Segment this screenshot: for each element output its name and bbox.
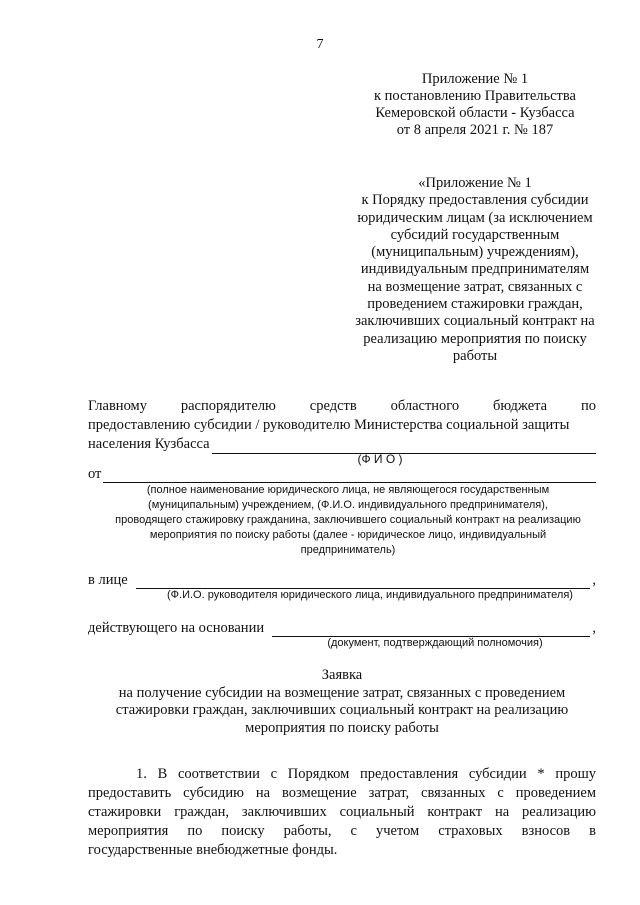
- represented-by-note: (Ф.И.О. руководителя юридического лица, индивидуального предпринимателя): [167, 589, 573, 601]
- paragraph-line: государственные внебюджетные фонды.: [88, 842, 338, 858]
- acting-basis-row: [88, 620, 596, 637]
- paragraph-line: предоставить субсидию на возмещение затрат, связанных с проведением: [88, 785, 596, 801]
- appendix-line: реализацию мероприятия по поиску: [363, 330, 587, 347]
- appendix-line: (муниципальным) учреждениям),: [371, 244, 579, 261]
- title-line: мероприятия по поиску работы: [245, 719, 439, 736]
- appendix-line: юридическим лицам (за исключением: [357, 209, 593, 226]
- addressee-word: бюджета: [493, 398, 548, 414]
- appendix-line: проведением стажировки граждан,: [367, 296, 583, 313]
- represented-by-comma: ,: [592, 572, 596, 588]
- from-blank-line[interactable]: [103, 468, 596, 483]
- note-line: (муниципальным) учреждением, (Ф.И.О. индивидуального предпринимателя),: [148, 499, 548, 511]
- note-line: мероприятия по поиску работы (далее - юридическое лицо, индивидуальный: [149, 529, 547, 541]
- title-line: Заявка: [321, 667, 363, 683]
- from-row: [88, 466, 596, 483]
- note-line: предприниматель): [300, 544, 396, 556]
- represented-by-label: в лице: [88, 572, 128, 588]
- paragraph-line: стажировки граждан, заключивших социальный контракт на реализацию: [88, 804, 596, 820]
- addressee-region: населения Кузбасса: [88, 436, 210, 452]
- appendix-line: индивидуальным предпринимателям: [360, 261, 590, 278]
- paragraph-1: [88, 765, 596, 860]
- addressee-word: по: [580, 398, 596, 414]
- paragraph-line: 1. В соответствии с Порядком предоставления субсидии * прошу: [136, 766, 596, 782]
- note-line: проводящего стажировку гражданина, заключившего социальный контракт на реализацию: [115, 514, 581, 526]
- addressee-word: распорядителю: [180, 398, 276, 414]
- acting-basis-comma: ,: [592, 620, 596, 636]
- appendix-line: работы: [452, 347, 498, 364]
- addressee-line-1: [88, 397, 596, 416]
- appendix-line: Кемеровской области - Кузбасса: [375, 105, 575, 121]
- represented-by-row: [88, 572, 596, 589]
- acting-basis-label: действующего на основании: [88, 620, 265, 636]
- appendix-line: «Приложение № 1: [418, 175, 532, 191]
- appendix-line: на возмещение затрат, связанных с: [367, 278, 583, 295]
- appendix-line: от 8 апреля 2021 г. № 187: [396, 122, 554, 138]
- title-line: на получение субсидии на возмещение затрат, связанных с проведением: [118, 684, 566, 701]
- appendix-line: Приложение № 1: [421, 71, 529, 87]
- addressee-word: областного: [390, 398, 460, 414]
- addressee-word: Главному: [88, 398, 147, 414]
- appendix-line: заключивших социальный контракт на: [355, 313, 595, 330]
- page-number: 7: [316, 37, 324, 52]
- title-line: стажировки граждан, заключивших социальный контракт на реализацию: [115, 702, 569, 718]
- appendix-line: субсидий государственным: [390, 226, 560, 243]
- appendix-order-header: [330, 175, 620, 365]
- from-label: от: [88, 466, 102, 482]
- from-note: [88, 483, 608, 558]
- represented-by-blank-line[interactable]: [136, 574, 591, 589]
- appendix-line: к постановлению Правительства: [374, 88, 576, 104]
- appendix-line: к Порядку предоставления субсидии: [361, 192, 589, 209]
- paragraph-line: мероприятия по поиску работы, с учетом страховых взносов в: [88, 823, 596, 839]
- fio-caption: (Ф И О ): [357, 452, 403, 466]
- acting-basis-note: (документ, подтверждающий полномочия): [327, 637, 543, 649]
- note-line: (полное наименование юридического лица, не являющегося государственным: [146, 484, 550, 496]
- addressee-line-2: предоставлению субсидии / руководителю Министерства социальной защиты: [88, 417, 570, 433]
- acting-basis-blank-line[interactable]: [272, 622, 590, 637]
- application-title: [88, 667, 596, 737]
- addressee-word: средств: [309, 398, 357, 414]
- appendix-resolution-header: [330, 71, 620, 139]
